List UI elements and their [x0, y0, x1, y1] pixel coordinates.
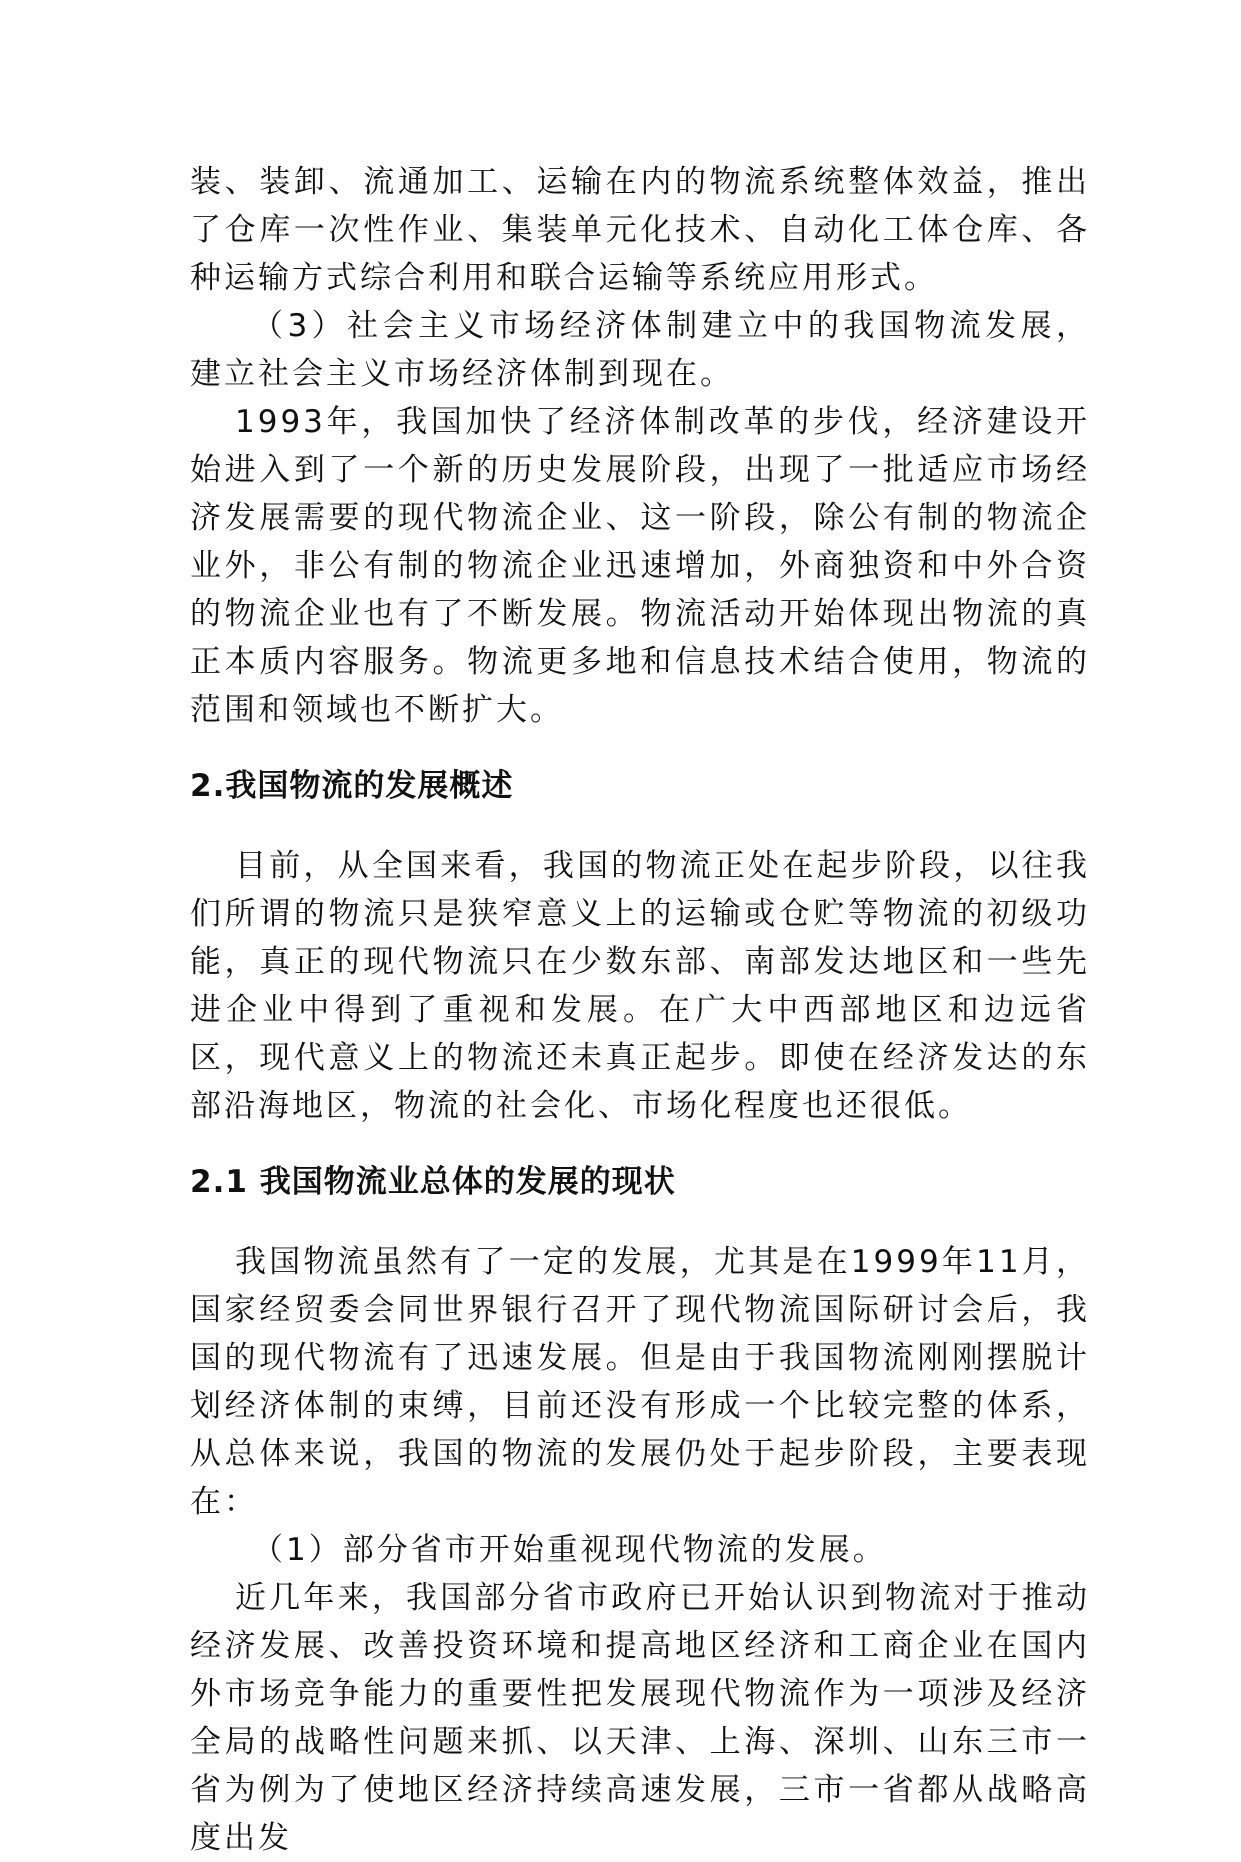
section-heading-2-1: 2.1 我国物流业总体的发展的现状: [190, 1164, 676, 1200]
section-heading-2: 2.我国物流的发展概述: [190, 768, 514, 804]
paragraph-continued: 装、装卸、流通加工、运输在内的物流系统整体效益，推出了仓库一次性作业、集装单元化技术、自动化工体仓库、各种运输方式综合利用和联合运输等系统应用形式。: [190, 164, 1090, 296]
paragraph-overview: 目前，从全国来看，我国的物流正处在起步阶段，以往我们所谓的物流只是狭窄意义上的运输或仓贮等物流的初级功能，真正的现代物流只在少数东部、南部发达地区和一些先进企业中得到了重视和发展。在广大中西部地区和边远省区，现代意义上的物流还未真正起步。即使在经济发达的东部沿海地区，物流的社会化、市场化程度也还很低。: [190, 848, 1090, 1124]
spacer: [190, 734, 1090, 762]
paragraph-item-1: （1）部分省市开始重视现代物流的发展。: [252, 1532, 887, 1568]
paragraph-stage-3: （3）社会主义市场经济体制建立中的我国物流发展，建立社会主义市场经济体制到现在。: [190, 308, 1090, 392]
paragraph-1993: 1993年，我国加快了经济体制改革的步伐，经济建设开始进入到了一个新的历史发展阶段，出现了一批适应市场经济发展需要的现代物流企业、这一阶段，除公有制的物流企业外，非公有制的物流企业迅速增加，外商独资和中外合资的物流企业也有了不断发展。物流活动开始体现出物流的真正本质内容服务。物流更多地和信息技术结合使用，物流的范围和领域也不断扩大。: [190, 404, 1090, 728]
paragraph-provinces: 近几年来，我国部分省市政府已开始认识到物流对于推动经济发展、改善投资环境和提高地区经济和工商企业在国内外市场竞争能力的重要性把发展现代物流作为一项涉及经济全局的战略性问题来抓、以天津、上海、深圳、山东三市一省为例为了使地区经济持续高速发展，三市一省都从战略高度出发: [190, 1580, 1090, 1856]
spacer: [190, 1206, 1090, 1238]
document-page: [190, 158, 1090, 1862]
spacer: [190, 810, 1090, 842]
spacer: [190, 1130, 1090, 1158]
paragraph-status: 我国物流虽然有了一定的发展，尤其是在1999年11月，国家经贸委会同世界银行召开了现代物流国际研讨会后，我国的现代物流有了迅速发展。但是由于我国物流刚刚摆脱计划经济体制的束缚，目前还没有形成一个比较完整的体系，从总体来说，我国的物流的发展仍处于起步阶段，主要表现在：: [190, 1244, 1090, 1520]
